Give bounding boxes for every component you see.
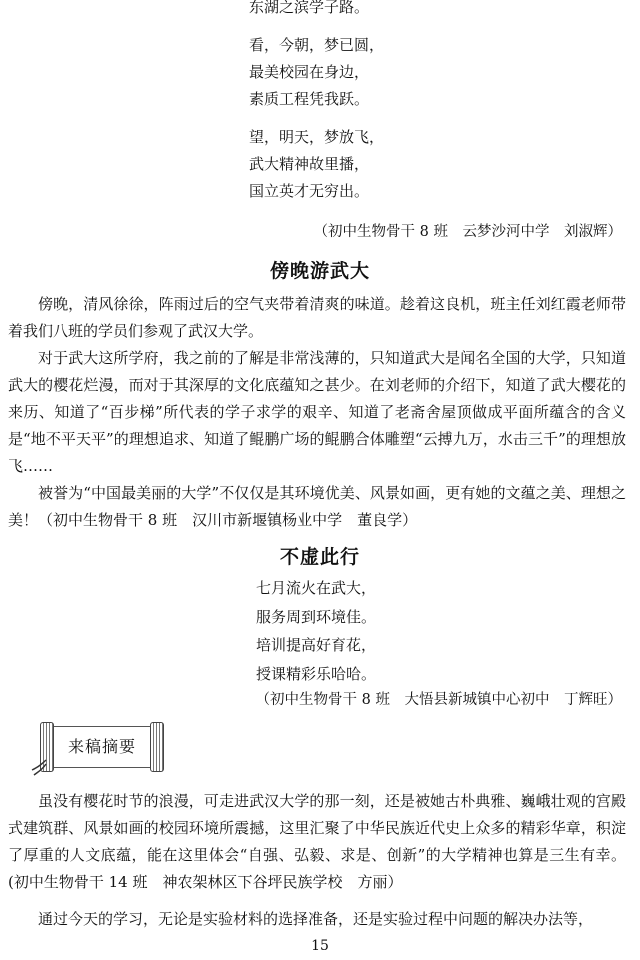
poem-title: 不虚此行 (279, 546, 360, 568)
excerpt-paragraph: 虽没有樱花时节的浪漫，可走进武汉大学的那一刻，还是被她古朴典雅、巍峨壮观的宫殿式建筑群、风景如画的校园环境所震撼，这里汇聚了中华民族近代史上众多的精彩华章，积淀了厚重的人文底蕴，能在这里体会“自强、弘毅、求是、创新”的大学精神也算是三生有幸。(初中生物骨干 14 班 神农架林区下谷坪民族学校 方丽） (8, 792, 626, 891)
poem-attribution: （初中生物骨干 8 班 大悟县新城镇中心初中 丁辉旺） (255, 692, 622, 708)
poem-stanza (249, 32, 384, 113)
poem-line: 武大精神故里播， (249, 155, 370, 173)
poem (256, 574, 376, 688)
section-label: 来稿摘要 (67, 737, 136, 756)
poem-line: 服务周到环境佳。 (256, 607, 377, 626)
poem-line: 望，明天，梦放飞， (249, 128, 385, 146)
poem-line: 七月流火在武大， (256, 579, 377, 597)
page-number: 15 (311, 938, 329, 954)
poem-line: 国立英才无穷出。 (249, 182, 370, 200)
poem-attribution: （初中生物骨干 8 班 云梦沙河中学 刘淑辉） (313, 224, 622, 240)
article-title: 傍晚游武大 (269, 260, 370, 282)
article-paragraph: 对于武大这所学府，我之前的了解是非常浅薄的，只知道武大是闻名全国的大学，只知道武大的樱花烂漫，而对于其深厚的文化底蕴知之甚少。在刘老师的介绍下，知道了武大樱花的来历、知道了“百步梯”所代表的学子求学的艰辛、知道了老斋舍屋顶做成平面所蕴含的含义是“地不平天平”的理想追求、知道了鲲鹏广场的鲲鹏合体雕塑“云搏九万，水击三千”的理想放飞…… (8, 349, 626, 475)
poem-line: 最美校园在身边， (249, 63, 370, 81)
poem-line: 授课精彩乐哈哈。 (256, 664, 377, 683)
poem-stanza (249, 124, 384, 205)
article-paragraph: 傍晚，清风徐徐，阵雨过后的空气夹带着清爽的味道。趁着这良机，班主任刘红霞老师带着我们八班的学员们参观了武汉大学。 (8, 295, 626, 340)
article-paragraph: 被誉为“中国最美丽的大学”不仅仅是其环境优美、风景如画，更有她的文蕴之美、理想之美！（初中生物骨干 8 班 汉川市新堰镇杨业中学 董良学） (8, 484, 626, 529)
section-label-scroll (30, 720, 166, 772)
poem-line: 培训提高好育花， (256, 636, 377, 654)
poem-line: 看，今朝，梦已圆， (249, 36, 385, 54)
poem-line: 东湖之滨学子路。 (249, 0, 370, 16)
poem-line: 素质工程凭我跃。 (249, 90, 370, 108)
poem-stanza (249, 0, 384, 21)
poem-continuation (249, 0, 384, 216)
excerpt-paragraph: 通过今天的学习，无论是实验材料的选择准备，还是实验过程中问题的解决办法等， (38, 910, 594, 928)
